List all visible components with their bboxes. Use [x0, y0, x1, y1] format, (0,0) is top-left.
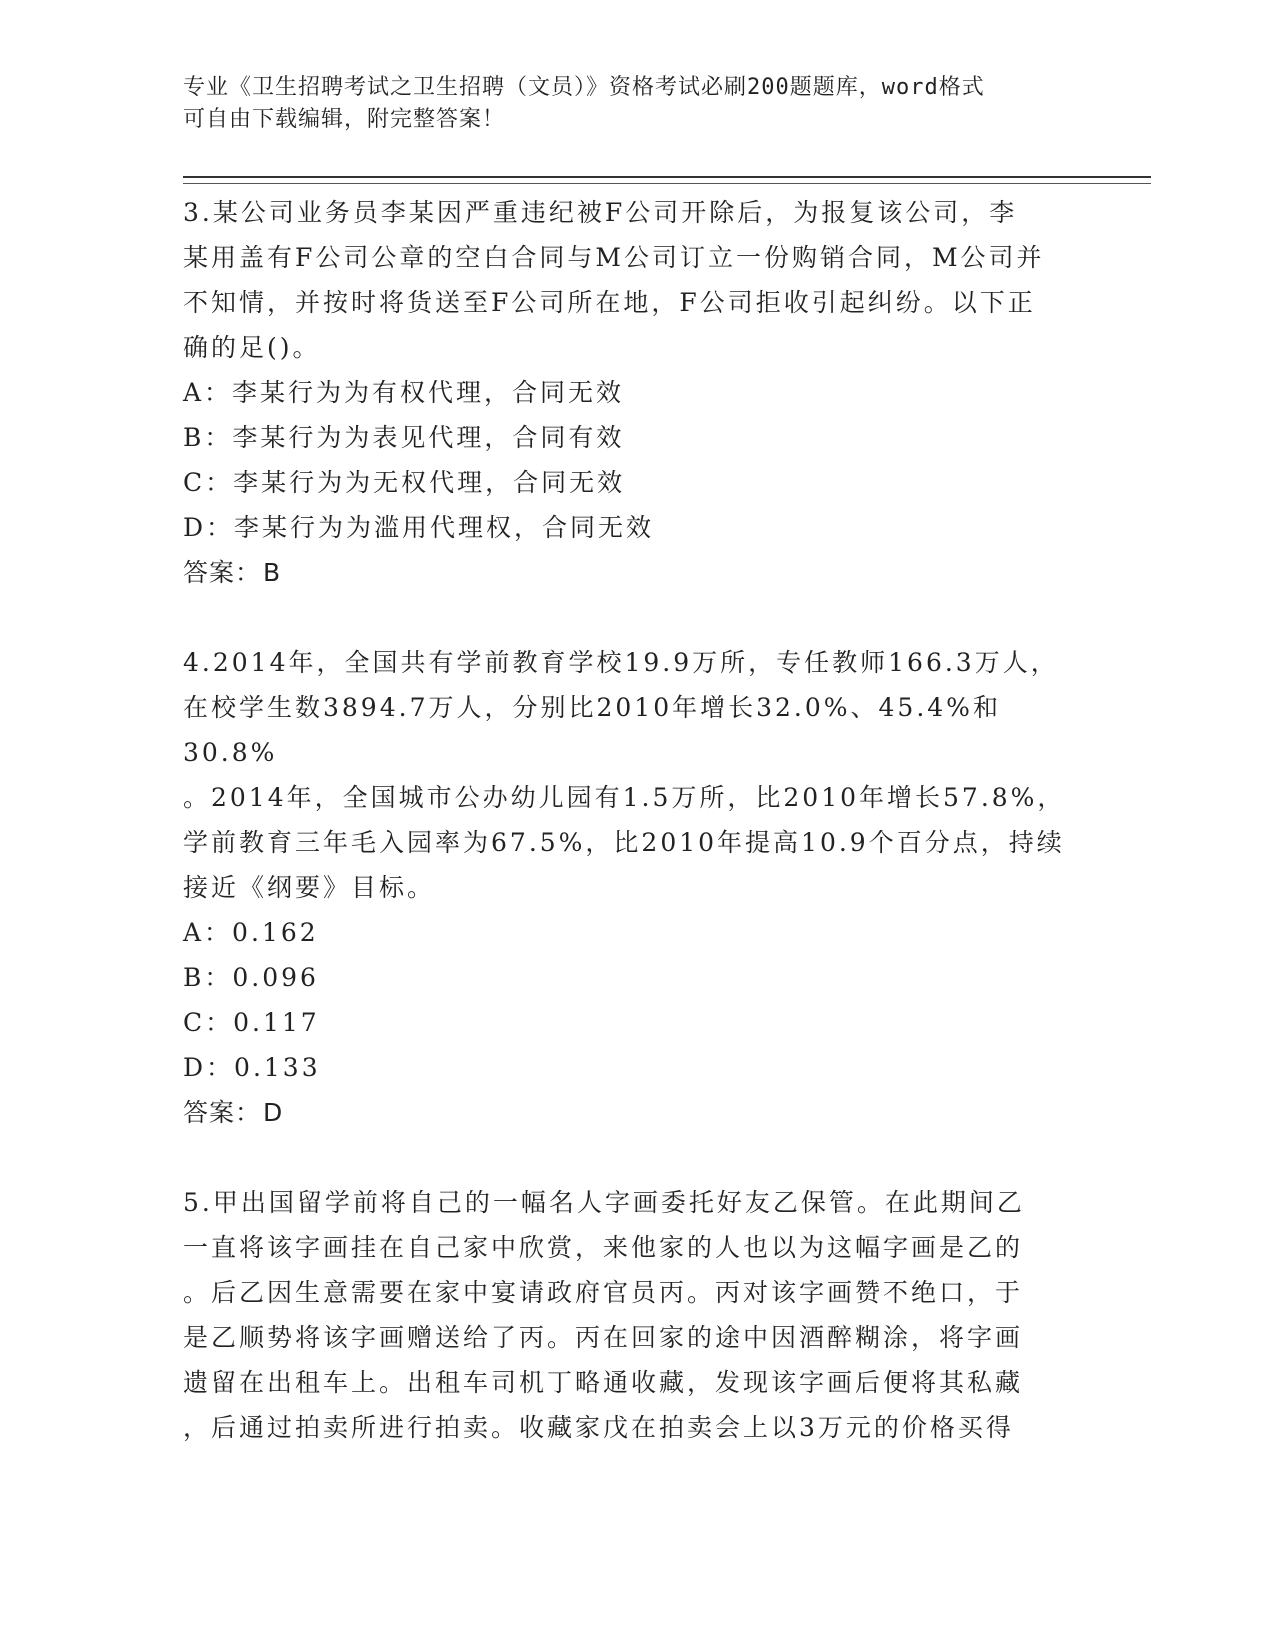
question-stem-line: 5.甲出国留学前将自己的一幅名人字画委托好友乙保管。在此期间乙 — [183, 1188, 1025, 1217]
header-divider-thin — [183, 183, 1151, 184]
answer-line — [183, 550, 1083, 595]
question-stem-line: 某用盖有F公司公章的空白合同与M公司订立一份购销合同，M公司并 — [183, 243, 1045, 272]
question-stem-line: 确的足()。 — [183, 333, 321, 362]
option-a: A：李某行为为有权代理，合同无效 — [183, 378, 625, 407]
question-spacer — [183, 595, 1083, 640]
question-stem-line: 不知情，并按时将货送至F公司所在地，F公司拒收引起纠纷。以下正 — [183, 288, 1036, 317]
option-d: D：李某行为为滥用代理权，合同无效 — [183, 513, 655, 542]
question-spacer — [183, 1135, 1083, 1180]
question-list — [183, 190, 1083, 1450]
question-stem-line: 4.2014年，全国共有学前教育学校19.9万所，专任教师166.3万人， — [183, 648, 1059, 677]
answer-label: 答案： — [183, 558, 262, 587]
question-stem-line: 在校学生数3894.7万人，分别比2010年增长32.0%、45.4%和30.8% — [183, 693, 1001, 767]
question-3 — [183, 190, 1083, 595]
question-stem-line: 。后乙因生意需要在家中宴请政府官员丙。丙对该字画赞不绝口，于 — [183, 1278, 1024, 1307]
option-b: B：李某行为为表见代理，合同有效 — [183, 423, 625, 452]
answer-label: 答案： — [183, 1098, 262, 1127]
header-line-2: 可自由下载编辑，附完整答案！ — [183, 107, 506, 132]
question-5 — [183, 1180, 1083, 1450]
question-stem-line: 接近《纲要》目标。 — [183, 873, 436, 902]
question-stem-line: 遗留在出租车上。出租车司机丁略通收藏，发现该字画后便将其私藏 — [183, 1368, 1024, 1397]
option-d: D：0.133 — [183, 1053, 321, 1082]
page-header — [183, 72, 1083, 136]
answer-value: B — [263, 558, 282, 587]
question-stem-line: 一直将该字画挂在自己家中欣赏，来他家的人也以为这幅字画是乙的 — [183, 1233, 1024, 1262]
question-stem-line: 学前教育三年毛入园率为67.5%，比2010年提高10.9个百分点，持续 — [183, 828, 1065, 857]
answer-value: D — [263, 1098, 284, 1127]
option-b: B：0.096 — [183, 963, 319, 992]
question-stem-line: 是乙顺势将该字画赠送给了丙。丙在回家的途中因酒醉糊涂，将字画 — [183, 1323, 1024, 1352]
header-divider-thick — [183, 176, 1151, 178]
option-c: C：0.117 — [183, 1008, 320, 1037]
option-a: A：0.162 — [183, 918, 319, 947]
question-stem-line: 。2014年，全国城市公办幼儿园有1.5万所，比2010年增长57.8%， — [183, 783, 1066, 812]
question-stem-line: ，后通过拍卖所进行拍卖。收藏家戊在拍卖会上以3万元的价格买得 — [183, 1413, 1014, 1442]
answer-line — [183, 1090, 1083, 1135]
question-4 — [183, 640, 1083, 1135]
option-c: C：李某行为为无权代理，合同无效 — [183, 468, 626, 497]
question-stem-line: 3.某公司业务员李某因严重违纪被F公司开除后，为报复该公司，李 — [183, 198, 1018, 227]
header-line-1: 专业《卫生招聘考试之卫生招聘（文员）》资格考试必刷200题题库，word格式 — [183, 75, 985, 100]
